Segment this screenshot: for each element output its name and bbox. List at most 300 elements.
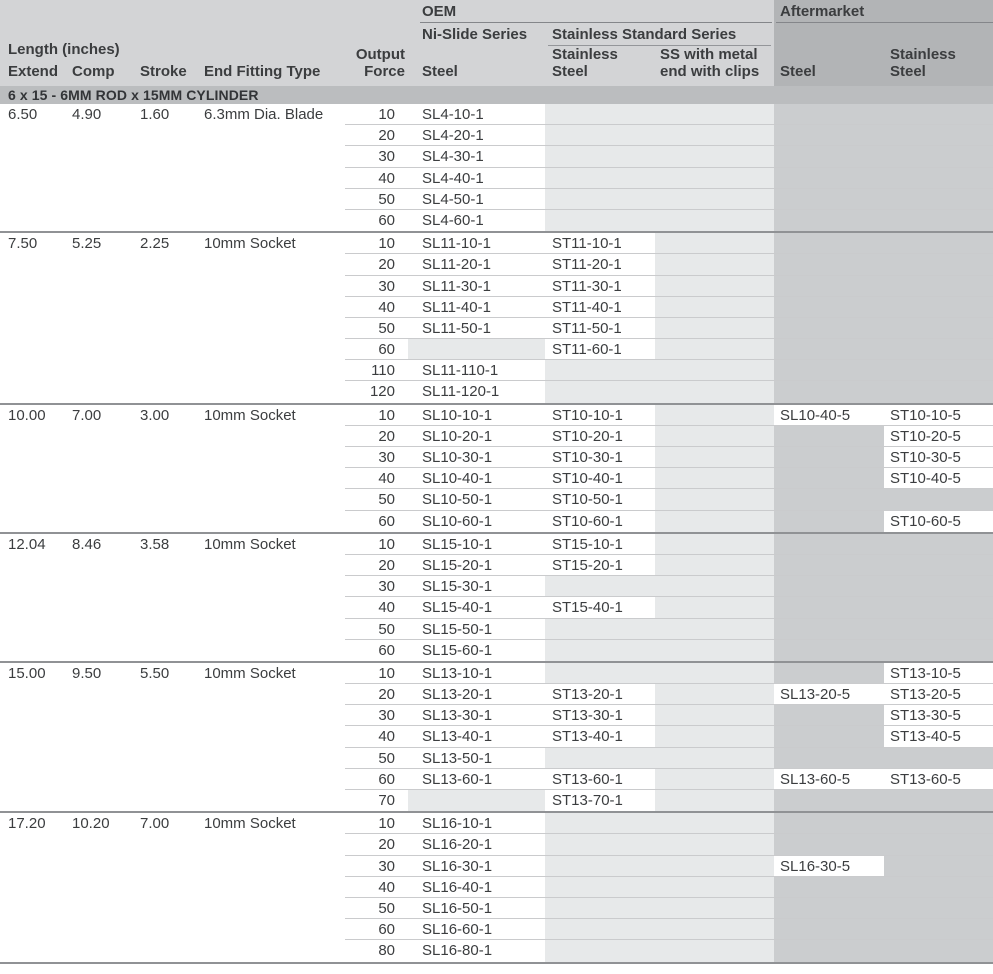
- table-header: [0, 0, 993, 86]
- cell-ss-metal-end-clips-part: [655, 318, 774, 338]
- cell-end-fitting: [200, 339, 345, 360]
- cell-aftermarket-steel-part: [774, 104, 884, 124]
- cell-output-force: 60: [345, 769, 408, 789]
- row-spec-cells: [0, 210, 345, 231]
- cell-oem-steel-part: SL13-20-1: [408, 684, 545, 704]
- cell-comp: [64, 790, 132, 811]
- cell-output-force: 50: [345, 619, 408, 639]
- cell-aftermarket-stainless-part: ST10-60-5: [884, 511, 993, 532]
- row-spec-cells: [0, 168, 345, 189]
- row-part-cells: [345, 748, 993, 769]
- cell-oem-steel-part: SL15-10-1: [408, 534, 545, 554]
- cell-output-force: 20: [345, 555, 408, 575]
- cell-oem-stainless-part: ST11-40-1: [545, 297, 655, 317]
- cell-extend: [0, 297, 64, 318]
- cell-oem-stainless-part: ST10-40-1: [545, 468, 655, 488]
- cell-oem-steel-part: SL11-110-1: [408, 360, 545, 380]
- column-group-length-inches: Length (inches): [8, 41, 120, 58]
- cell-output-force: 50: [345, 898, 408, 918]
- cell-oem-stainless-part: ST10-50-1: [545, 489, 655, 509]
- cell-ss-metal-end-clips-part: [655, 189, 774, 209]
- row-spec-cells: [0, 705, 345, 726]
- table-row: [0, 511, 993, 532]
- row-part-cells: [345, 146, 993, 167]
- cell-stroke: [132, 898, 200, 919]
- cell-aftermarket-steel-part: [774, 663, 884, 683]
- cell-end-fitting: [200, 555, 345, 576]
- row-part-cells: [345, 877, 993, 898]
- cell-aftermarket-stainless-part: ST13-40-5: [884, 726, 993, 746]
- cell-aftermarket-steel-part: SL10-40-5: [774, 405, 884, 425]
- row-part-cells: [345, 856, 993, 877]
- cell-comp: [64, 381, 132, 402]
- cell-oem-steel-part: SL13-50-1: [408, 748, 545, 768]
- cell-aftermarket-steel-part: [774, 597, 884, 617]
- cell-oem-stainless-part: ST11-30-1: [545, 276, 655, 296]
- cell-output-force: 70: [345, 790, 408, 811]
- row-part-cells: [345, 769, 993, 790]
- cell-end-fitting: [200, 297, 345, 318]
- cell-comp: [64, 748, 132, 769]
- column-header-oem-stainless-steel: [552, 46, 618, 80]
- cell-output-force: 40: [345, 877, 408, 897]
- cell-stroke: [132, 447, 200, 468]
- cell-oem-stainless-part: [545, 210, 655, 231]
- cell-end-fitting: [200, 919, 345, 940]
- cell-end-fitting: [200, 189, 345, 210]
- cell-extend: [0, 339, 64, 360]
- cell-aftermarket-stainless-part: ST10-20-5: [884, 426, 993, 446]
- row-part-cells: [345, 447, 993, 468]
- cell-extend: [0, 790, 64, 811]
- table-row: [0, 619, 993, 640]
- cell-stroke: [132, 790, 200, 811]
- cell-ss-metal-end-clips-part: [655, 898, 774, 918]
- row-spec-cells: [0, 919, 345, 940]
- cell-comp: [64, 125, 132, 146]
- oem-underline: [420, 22, 772, 23]
- cell-aftermarket-stainless-part: [884, 877, 993, 897]
- cell-aftermarket-steel-part: [774, 940, 884, 961]
- cell-end-fitting: 10mm Socket: [204, 535, 296, 553]
- cell-comp: [64, 705, 132, 726]
- aftermarket-underline: [776, 22, 993, 23]
- cell-output-force: 20: [345, 125, 408, 145]
- cell-oem-stainless-part: [545, 898, 655, 918]
- cell-aftermarket-steel-part: [774, 619, 884, 639]
- cell-oem-stainless-part: ST11-10-1: [545, 233, 655, 253]
- cell-oem-steel-part: SL4-10-1: [408, 104, 545, 124]
- column-group-aftermarket: Aftermarket: [780, 3, 865, 20]
- cell-ss-metal-end-clips-part: [655, 705, 774, 725]
- cell-comp: [64, 726, 132, 747]
- cell-end-fitting: [200, 447, 345, 468]
- cell-ss-metal-end-clips-part: [655, 663, 774, 683]
- row-part-cells: [345, 339, 993, 360]
- cell-oem-stainless-part: ST10-30-1: [545, 447, 655, 467]
- cell-stroke: 3.00: [140, 406, 170, 424]
- cell-aftermarket-stainless-part: [884, 360, 993, 380]
- row-spec-cells: [0, 726, 345, 747]
- cell-oem-steel-part: SL16-80-1: [408, 940, 545, 961]
- cell-stroke: [132, 318, 200, 339]
- cell-ss-metal-end-clips-part: [655, 856, 774, 876]
- cell-oem-steel-part: SL4-30-1: [408, 146, 545, 166]
- cell-comp: [64, 684, 132, 705]
- cell-ss-metal-end-clips-part: [655, 426, 774, 446]
- cell-extend: 12.04: [8, 535, 46, 553]
- cell-aftermarket-steel-part: [774, 511, 884, 532]
- cell-comp: [64, 555, 132, 576]
- cell-aftermarket-stainless-part: [884, 276, 993, 296]
- row-spec-cells: [0, 619, 345, 640]
- cell-oem-steel-part: SL11-10-1: [408, 233, 545, 253]
- cell-output-force: 80: [345, 940, 408, 961]
- table-row: [0, 834, 993, 855]
- cell-stroke: [132, 125, 200, 146]
- cell-end-fitting: [200, 168, 345, 189]
- cell-aftermarket-steel-part: [774, 640, 884, 661]
- cell-output-force: 60: [345, 919, 408, 939]
- cell-output-force: 60: [345, 210, 408, 231]
- cell-extend: [0, 360, 64, 381]
- cell-extend: [0, 555, 64, 576]
- row-spec-cells: [0, 447, 345, 468]
- cell-extend: [0, 877, 64, 898]
- cell-stroke: [132, 360, 200, 381]
- product-group: [0, 233, 993, 405]
- cell-oem-stainless-part: ST15-40-1: [545, 597, 655, 617]
- cell-aftermarket-steel-part: [774, 168, 884, 188]
- cell-extend: [0, 898, 64, 919]
- table-row: [0, 790, 993, 811]
- row-spec-cells: [0, 405, 345, 426]
- cell-oem-steel-part: SL4-50-1: [408, 189, 545, 209]
- row-spec-cells: [0, 534, 345, 555]
- cell-oem-steel-part: SL16-40-1: [408, 877, 545, 897]
- row-spec-cells: [0, 254, 345, 275]
- cell-aftermarket-stainless-part: [884, 619, 993, 639]
- cell-aftermarket-steel-part: SL13-20-5: [774, 684, 884, 704]
- cell-oem-stainless-part: ST10-20-1: [545, 426, 655, 446]
- cell-stroke: [132, 511, 200, 532]
- column-header-comp: Comp: [72, 63, 115, 80]
- cell-aftermarket-steel-part: [774, 339, 884, 359]
- table-row: [0, 297, 993, 318]
- cell-aftermarket-stainless-part: [884, 168, 993, 188]
- row-part-cells: [345, 726, 993, 747]
- table-row: [0, 640, 993, 661]
- table-row: [0, 447, 993, 468]
- cell-aftermarket-stainless-part: [884, 233, 993, 253]
- cell-aftermarket-stainless-part: ST13-10-5: [884, 663, 993, 683]
- cell-ss-metal-end-clips-part: [655, 919, 774, 939]
- table-row: [0, 276, 993, 297]
- cell-end-fitting: [200, 511, 345, 532]
- cell-oem-stainless-part: [545, 168, 655, 188]
- cell-aftermarket-stainless-part: [884, 297, 993, 317]
- cell-end-fitting: [200, 790, 345, 811]
- table-row: [0, 663, 993, 684]
- cell-stroke: [132, 619, 200, 640]
- cell-aftermarket-steel-part: [774, 534, 884, 554]
- cell-aftermarket-stainless-part: [884, 104, 993, 124]
- row-part-cells: [345, 898, 993, 919]
- cell-oem-stainless-part: ST11-60-1: [545, 339, 655, 359]
- cell-aftermarket-steel-part: [774, 576, 884, 596]
- row-part-cells: [345, 254, 993, 275]
- cell-end-fitting: [200, 489, 345, 510]
- table-row: [0, 534, 993, 555]
- row-spec-cells: [0, 146, 345, 167]
- cell-oem-stainless-part: ST11-50-1: [545, 318, 655, 338]
- cell-oem-steel-part: SL11-30-1: [408, 276, 545, 296]
- cell-extend: [0, 769, 64, 790]
- cell-aftermarket-stainless-part: [884, 940, 993, 961]
- table-row: [0, 468, 993, 489]
- cell-comp: [64, 297, 132, 318]
- row-part-cells: [345, 790, 993, 811]
- cell-output-force: 50: [345, 189, 408, 209]
- cell-stroke: [132, 146, 200, 167]
- cell-extend: [0, 511, 64, 532]
- cell-comp: [64, 146, 132, 167]
- cell-ss-metal-end-clips-part: [655, 233, 774, 253]
- cell-extend: [0, 705, 64, 726]
- cell-comp: [64, 468, 132, 489]
- cell-end-fitting: [200, 705, 345, 726]
- row-part-cells: [345, 426, 993, 447]
- cell-end-fitting: [200, 898, 345, 919]
- column-group-ni-slide-series: Ni-Slide Series: [422, 26, 528, 43]
- cell-ss-metal-end-clips-part: [655, 769, 774, 789]
- label-line: SS with metal: [660, 46, 758, 63]
- cell-oem-stainless-part: ST10-60-1: [545, 511, 655, 532]
- cell-aftermarket-stainless-part: [884, 640, 993, 661]
- cell-aftermarket-stainless-part: ST10-40-5: [884, 468, 993, 488]
- cell-oem-stainless-part: ST13-30-1: [545, 705, 655, 725]
- cell-comp: [64, 360, 132, 381]
- cell-comp: 5.25: [72, 235, 102, 253]
- cell-stroke: [132, 705, 200, 726]
- cell-oem-steel-part: SL11-20-1: [408, 254, 545, 274]
- cell-ss-metal-end-clips-part: [655, 168, 774, 188]
- cell-output-force: 50: [345, 489, 408, 509]
- cell-oem-stainless-part: [545, 877, 655, 897]
- cell-end-fitting: [200, 276, 345, 297]
- cell-oem-stainless-part: ST10-10-1: [545, 405, 655, 425]
- row-part-cells: [345, 381, 993, 402]
- row-spec-cells: [0, 297, 345, 318]
- cell-stroke: [132, 555, 200, 576]
- cell-oem-steel-part: SL16-10-1: [408, 813, 545, 833]
- cell-end-fitting: [200, 426, 345, 447]
- cell-aftermarket-steel-part: [774, 790, 884, 811]
- table-row: [0, 489, 993, 510]
- row-part-cells: [345, 684, 993, 705]
- cell-oem-steel-part: SL15-40-1: [408, 597, 545, 617]
- cell-aftermarket-steel-part: [774, 318, 884, 338]
- cell-end-fitting: [200, 254, 345, 275]
- cell-output-force: 110: [345, 360, 408, 380]
- column-group-stainless-standard-series: Stainless Standard Series: [552, 26, 737, 43]
- cell-end-fitting: [200, 769, 345, 790]
- cell-oem-steel-part: SL16-30-1: [408, 856, 545, 876]
- table-row: [0, 597, 993, 618]
- cell-ss-metal-end-clips-part: [655, 940, 774, 961]
- cell-aftermarket-stainless-part: [884, 146, 993, 166]
- cell-output-force: 10: [345, 534, 408, 554]
- table-row: [0, 405, 993, 426]
- cell-stroke: [132, 426, 200, 447]
- row-spec-cells: [0, 318, 345, 339]
- row-part-cells: [345, 555, 993, 576]
- cell-oem-stainless-part: ST15-10-1: [545, 534, 655, 554]
- cell-output-force: 10: [345, 663, 408, 683]
- cell-end-fitting: [200, 684, 345, 705]
- cell-aftermarket-stainless-part: ST13-60-5: [884, 769, 993, 789]
- cell-ss-metal-end-clips-part: [655, 640, 774, 661]
- column-header-output: Output: [355, 46, 405, 63]
- cell-end-fitting: [200, 468, 345, 489]
- column-header-ss-with-metal-end-clips: [660, 46, 759, 80]
- cell-stroke: [132, 297, 200, 318]
- cell-oem-stainless-part: [545, 834, 655, 854]
- cell-oem-steel-part: SL11-40-1: [408, 297, 545, 317]
- cell-oem-steel-part: SL10-30-1: [408, 447, 545, 467]
- row-part-cells: [345, 489, 993, 510]
- cell-output-force: 60: [345, 511, 408, 532]
- cell-oem-steel-part: SL4-40-1: [408, 168, 545, 188]
- cell-ss-metal-end-clips-part: [655, 297, 774, 317]
- cell-extend: [0, 748, 64, 769]
- cell-aftermarket-steel-part: [774, 254, 884, 274]
- cell-end-fitting: [200, 834, 345, 855]
- cell-extend: [0, 640, 64, 661]
- row-part-cells: [345, 468, 993, 489]
- cell-comp: [64, 597, 132, 618]
- cell-aftermarket-stainless-part: [884, 748, 993, 768]
- cell-comp: [64, 210, 132, 231]
- cell-stroke: [132, 640, 200, 661]
- row-part-cells: [345, 534, 993, 555]
- cell-stroke: [132, 168, 200, 189]
- cell-oem-steel-part: SL16-20-1: [408, 834, 545, 854]
- column-header-aftermarket-stainless-steel: [890, 46, 956, 80]
- cell-ss-metal-end-clips-part: [655, 726, 774, 746]
- cell-ss-metal-end-clips-part: [655, 146, 774, 166]
- cell-ss-metal-end-clips-part: [655, 104, 774, 124]
- cell-aftermarket-steel-part: SL13-60-5: [774, 769, 884, 789]
- cell-aftermarket-steel-part: [774, 898, 884, 918]
- label-line: Steel: [890, 63, 926, 80]
- cell-oem-stainless-part: ST11-20-1: [545, 254, 655, 274]
- cell-stroke: [132, 834, 200, 855]
- row-spec-cells: [0, 276, 345, 297]
- cell-end-fitting: [200, 318, 345, 339]
- cell-aftermarket-steel-part: [774, 834, 884, 854]
- cell-comp: [64, 426, 132, 447]
- cell-oem-stainless-part: ST13-20-1: [545, 684, 655, 704]
- row-part-cells: [345, 189, 993, 210]
- cell-oem-steel-part: SL10-40-1: [408, 468, 545, 488]
- cell-aftermarket-stainless-part: [884, 919, 993, 939]
- cell-end-fitting: [200, 125, 345, 146]
- cell-end-fitting: 6.3mm Dia. Blade: [204, 106, 324, 123]
- table-row: [0, 726, 993, 747]
- cell-comp: [64, 489, 132, 510]
- cell-aftermarket-steel-part: [774, 705, 884, 725]
- row-spec-cells: [0, 426, 345, 447]
- cell-oem-steel-part: SL11-50-1: [408, 318, 545, 338]
- row-spec-cells: [0, 125, 345, 146]
- row-spec-cells: [0, 597, 345, 618]
- cell-end-fitting: 10mm Socket: [204, 664, 296, 682]
- cell-stroke: [132, 856, 200, 877]
- cell-ss-metal-end-clips-part: [655, 790, 774, 811]
- cell-aftermarket-stainless-part: [884, 834, 993, 854]
- cell-output-force: 30: [345, 705, 408, 725]
- cell-aftermarket-steel-part: [774, 381, 884, 402]
- row-part-cells: [345, 834, 993, 855]
- cell-oem-stainless-part: [545, 919, 655, 939]
- cell-ss-metal-end-clips-part: [655, 254, 774, 274]
- row-spec-cells: [0, 640, 345, 661]
- cell-ss-metal-end-clips-part: [655, 748, 774, 768]
- table-row: [0, 360, 993, 381]
- table-row: [0, 233, 993, 254]
- cell-extend: [0, 919, 64, 940]
- cell-output-force: 50: [345, 318, 408, 338]
- cell-aftermarket-stainless-part: [884, 813, 993, 833]
- product-group: [0, 534, 993, 663]
- row-part-cells: [345, 125, 993, 146]
- cell-oem-stainless-part: [545, 619, 655, 639]
- cell-ss-metal-end-clips-part: [655, 468, 774, 488]
- cell-stroke: [132, 210, 200, 231]
- cell-comp: 4.90: [72, 106, 102, 123]
- label-line: Steel: [552, 63, 588, 80]
- cell-oem-steel-part: SL13-60-1: [408, 769, 545, 789]
- row-part-cells: [345, 705, 993, 726]
- cell-oem-stainless-part: [545, 360, 655, 380]
- cell-oem-stainless-part: [545, 813, 655, 833]
- cell-aftermarket-stainless-part: [884, 339, 993, 359]
- cell-extend: [0, 856, 64, 877]
- cell-stroke: 7.00: [140, 815, 170, 833]
- cell-oem-steel-part: SL10-50-1: [408, 489, 545, 509]
- cell-comp: [64, 447, 132, 468]
- table-row: [0, 769, 993, 790]
- cell-oem-steel-part: [408, 790, 545, 811]
- cell-oem-stainless-part: [545, 146, 655, 166]
- cell-oem-steel-part: SL16-60-1: [408, 919, 545, 939]
- cell-oem-steel-part: SL15-30-1: [408, 576, 545, 596]
- cell-comp: [64, 919, 132, 940]
- cell-aftermarket-stainless-part: [884, 254, 993, 274]
- cell-extend: [0, 210, 64, 231]
- label-line: Stainless: [552, 46, 618, 63]
- row-spec-cells: [0, 834, 345, 855]
- cell-oem-stainless-part: [545, 856, 655, 876]
- cell-comp: [64, 318, 132, 339]
- cell-output-force: 120: [345, 381, 408, 402]
- cell-extend: 6.50: [8, 106, 38, 123]
- cell-oem-steel-part: SL10-10-1: [408, 405, 545, 425]
- row-part-cells: [345, 511, 993, 532]
- cell-output-force: 10: [345, 104, 408, 124]
- cell-output-force: 30: [345, 276, 408, 296]
